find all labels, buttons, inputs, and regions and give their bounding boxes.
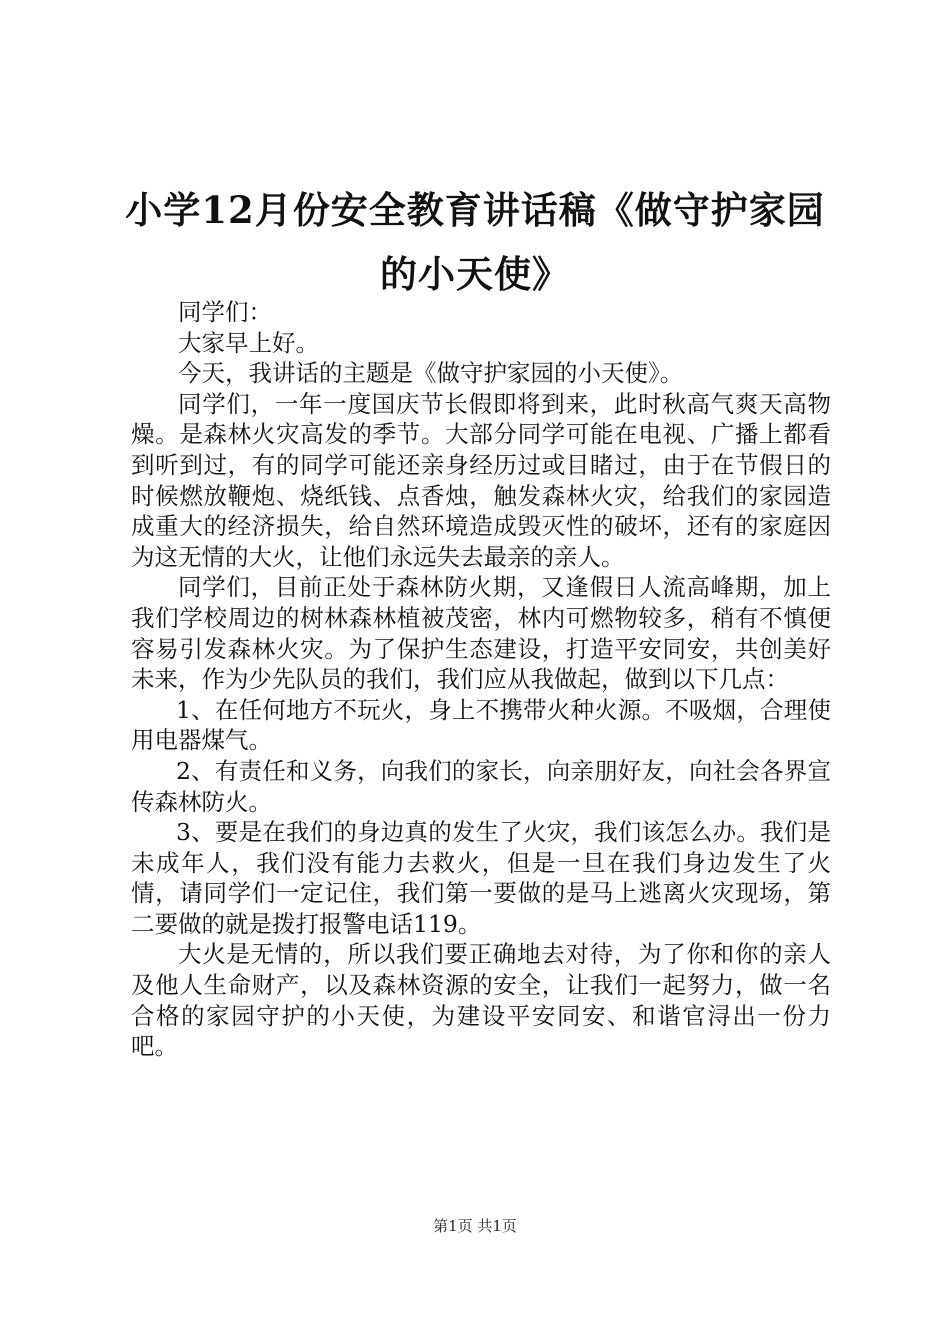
paragraph-prevention-period: 同学们，目前正处于森林防火期，又逢假日人流高峰期，加上我们学校周边的树林森林植被茂密，林内可燃物较多，稍有不慎便容易引发森林火灾。为了保护生态建设，打造平安同安，共创美好未来，作为少先队员的我们，我们应从我做起，做到以下几点： bbox=[131, 573, 831, 694]
document-title: 小学12月份安全教育讲话稿《做守护家园的小天使》 bbox=[125, 188, 825, 296]
topic-intro: 今天，我讲话的主题是《做守护家园的小天使》。 bbox=[178, 359, 684, 388]
greeting: 大家早上好。 bbox=[178, 328, 319, 357]
paragraph-fire-season: 同学们，一年一度国庆节长假即将到来，此时秋高气爽天高物燥。是森林火灾高发的季节。大部分同学可能在电视、广播上都看到听到过，有的同学可能还亲身经历过或目睹过，由于在节假日的时候燃放鞭炮、烧纸钱、点香烛，触发森林火灾，给我们的家园造成重大的经济损失，给自然环境造成毁灭性的破坏，还有的家庭因为这无情的大火，让他们永远失去最亲的亲人。 bbox=[131, 389, 831, 571]
paragraph-conclusion: 大火是无情的，所以我们要正确地去对待，为了你和你的亲人及他人生命财产，以及森林资源的安全，让我们一起努力，做一名合格的家园守护的小天使，为建设平安同安、和谐官浔出一份力吧。 bbox=[131, 940, 831, 1061]
page-footer: 第1页 共1页 bbox=[433, 1217, 517, 1235]
list-item-1: 1、在任何地方不玩火，身上不携带火种火源。不吸烟，合理使用电器煤气。 bbox=[131, 695, 831, 755]
salutation: 同学们： bbox=[178, 298, 272, 326]
list-item-2: 2、有责任和义务，向我们的家长，向亲朋好友，向社会各界宣传森林防火。 bbox=[131, 756, 831, 816]
list-item-3: 3、要是在我们的身边真的发生了火灾，我们该怎么办。我们是未成年人，我们没有能力去救火，但是一旦在我们身边发生了火情，请同学们一定记住，我们第一要做的是马上逃离火灾现场，第二要做的就是拨打报警电话119。 bbox=[131, 818, 831, 938]
document-body bbox=[131, 297, 831, 1062]
